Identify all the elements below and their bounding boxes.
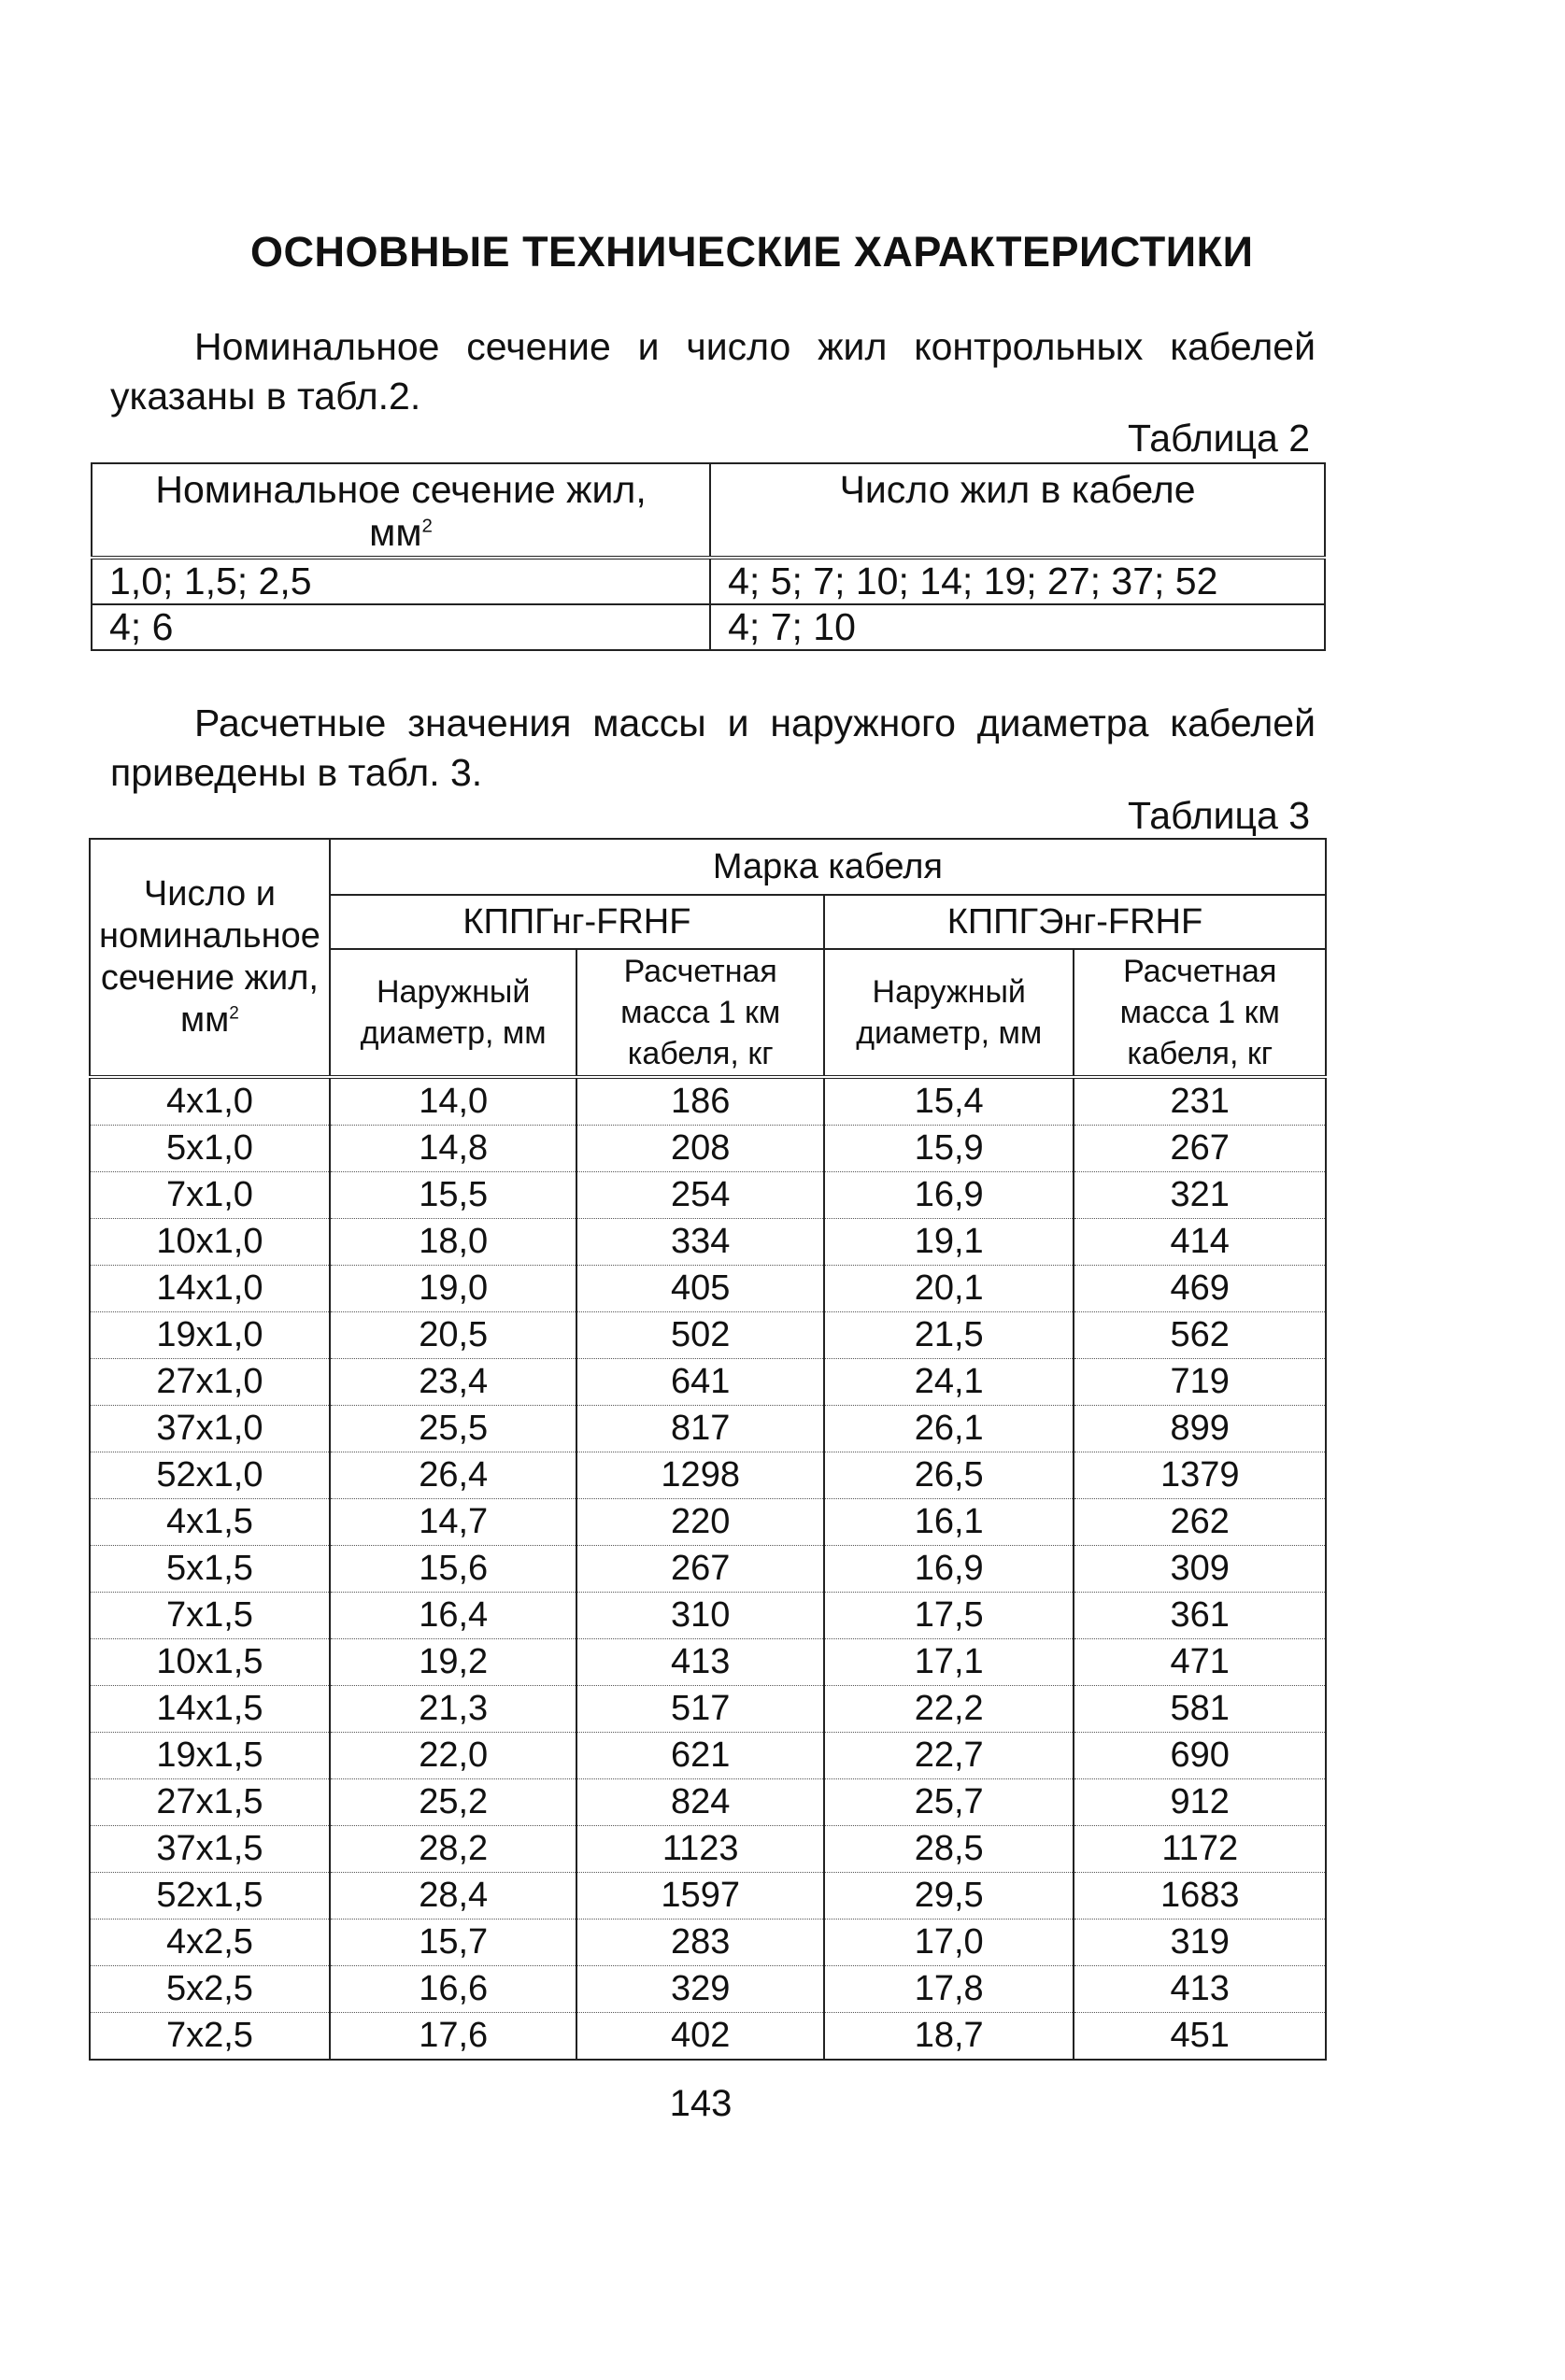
- table-cell: 469: [1074, 1266, 1326, 1312]
- table-cell: 517: [576, 1686, 824, 1733]
- table-cell: 912: [1074, 1779, 1326, 1826]
- table-cell: 321: [1074, 1172, 1326, 1219]
- table-cell: 262: [1074, 1499, 1326, 1546]
- table-cell: 28,2: [330, 1826, 577, 1873]
- table-cell: 37x1,5: [90, 1826, 330, 1873]
- table-cell: 17,8: [824, 1966, 1074, 2013]
- table-cell: 319: [1074, 1920, 1326, 1966]
- table-cell: 471: [1074, 1639, 1326, 1686]
- table-row: [90, 1312, 1326, 1359]
- table-cell: 16,6: [330, 1966, 577, 2013]
- table-row: [90, 1499, 1326, 1546]
- table-cell: 208: [576, 1126, 824, 1172]
- table3-body: [90, 1077, 1326, 2060]
- table-cell: 19,2: [330, 1639, 577, 1686]
- table-cell: 186: [576, 1077, 824, 1126]
- header-line: Наружный: [872, 974, 1026, 1010]
- table-cell: 1,0; 1,5; 2,5: [92, 558, 710, 604]
- table-cell: 719: [1074, 1359, 1326, 1406]
- table-row: [90, 1593, 1326, 1639]
- table-cell: 19x1,0: [90, 1312, 330, 1359]
- table-cell: 502: [576, 1312, 824, 1359]
- header-unit-sup: 2: [421, 515, 433, 537]
- table-row: [92, 604, 1325, 650]
- rowhead-line: номинальное: [99, 916, 320, 956]
- table-cell: 7x2,5: [90, 2013, 330, 2061]
- header-line: кабеля, кг: [1127, 1036, 1273, 1071]
- table-cell: 25,5: [330, 1406, 577, 1452]
- table-cell: 621: [576, 1733, 824, 1779]
- table-row: [90, 1826, 1326, 1873]
- table-cell: 361: [1074, 1593, 1326, 1639]
- paragraph-table3-intro: [110, 699, 1316, 798]
- table-cell: 451: [1074, 2013, 1326, 2061]
- table-cell: 5x1,5: [90, 1546, 330, 1593]
- header-line: масса 1 км: [1119, 995, 1280, 1030]
- table-cell: 7x1,5: [90, 1593, 330, 1639]
- table-cell: 18,7: [824, 2013, 1074, 2061]
- table-cell: 4; 6: [92, 604, 710, 650]
- table-cell: 37x1,0: [90, 1406, 330, 1452]
- table-row: [92, 558, 1325, 604]
- table-cell: 19x1,5: [90, 1733, 330, 1779]
- table3-caption: Таблица 3: [1128, 794, 1310, 837]
- table-cell: 25,2: [330, 1779, 577, 1826]
- rowhead-unit-sup: 2: [229, 1003, 239, 1024]
- table-cell: 15,7: [330, 1920, 577, 1966]
- table-cell: 7x1,0: [90, 1172, 330, 1219]
- table-cell: 17,5: [824, 1593, 1074, 1639]
- table-row: [90, 1546, 1326, 1593]
- column-header-mass: [1074, 949, 1326, 1077]
- table-cell: 26,4: [330, 1452, 577, 1499]
- table-cell: 14,0: [330, 1077, 577, 1126]
- table2-header-row: [92, 463, 1325, 558]
- table-row: [90, 1077, 1326, 1126]
- table-cell: 52x1,0: [90, 1452, 330, 1499]
- header-line: Наружный: [377, 974, 531, 1010]
- column-header-diameter: [824, 949, 1074, 1077]
- table-row: [90, 1219, 1326, 1266]
- rowhead-unit: мм: [180, 1000, 230, 1040]
- table-cell: 52x1,5: [90, 1873, 330, 1920]
- table-row: [90, 1406, 1326, 1452]
- table-row: [90, 1920, 1326, 1966]
- table-row: [90, 1266, 1326, 1312]
- table-cell: 1298: [576, 1452, 824, 1499]
- table-cell: 19,0: [330, 1266, 577, 1312]
- table-cell: 14,8: [330, 1126, 577, 1172]
- table-cell: 581: [1074, 1686, 1326, 1733]
- table-cell: 14x1,0: [90, 1266, 330, 1312]
- table-cell: 14,7: [330, 1499, 577, 1546]
- table-cell: 1123: [576, 1826, 824, 1873]
- table-cell: 16,9: [824, 1546, 1074, 1593]
- table-cell: 1172: [1074, 1826, 1326, 1873]
- table-cell: 231: [1074, 1077, 1326, 1126]
- rowhead-line: Число и: [143, 874, 276, 914]
- paragraph-text: Номинальное сечение и число жил контрольных кабелей указаны в табл.2.: [110, 325, 1316, 418]
- table-cell: 26,5: [824, 1452, 1074, 1499]
- table-cell: 15,6: [330, 1546, 577, 1593]
- table-cell: 26,1: [824, 1406, 1074, 1452]
- table-row: [90, 1359, 1326, 1406]
- table-cell: 25,7: [824, 1779, 1074, 1826]
- table-cell: 824: [576, 1779, 824, 1826]
- table-cell: 817: [576, 1406, 824, 1452]
- table-cell: 14x1,5: [90, 1686, 330, 1733]
- table-cell: 334: [576, 1219, 824, 1266]
- table-cell: 220: [576, 1499, 824, 1546]
- table-cell: 15,4: [824, 1077, 1074, 1126]
- table-row: [90, 1126, 1326, 1172]
- paragraph-table2-intro: [110, 322, 1316, 421]
- table-row: [90, 1452, 1326, 1499]
- table-cell: 267: [1074, 1126, 1326, 1172]
- header-line: Расчетная: [623, 954, 777, 989]
- table-cell: 899: [1074, 1406, 1326, 1452]
- brand-header: КППГЭнг-FRHF: [824, 895, 1326, 949]
- table-cell: 22,7: [824, 1733, 1074, 1779]
- table-cell: 309: [1074, 1546, 1326, 1593]
- table-row: [90, 1686, 1326, 1733]
- table-cell: 22,2: [824, 1686, 1074, 1733]
- table-cell: 27x1,5: [90, 1779, 330, 1826]
- table-cell: 4x1,5: [90, 1499, 330, 1546]
- table3-rowhead: [90, 839, 330, 1077]
- table-cell: 15,9: [824, 1126, 1074, 1172]
- brand-header: КППГнг-FRHF: [330, 895, 824, 949]
- table-cell: 1379: [1074, 1452, 1326, 1499]
- table-row: [90, 1172, 1326, 1219]
- table-cell: 21,5: [824, 1312, 1074, 1359]
- table-cell: 28,5: [824, 1826, 1074, 1873]
- table-cell: 413: [576, 1639, 824, 1686]
- table2-caption: Таблица 2: [1128, 417, 1310, 460]
- table-cell: 4x1,0: [90, 1077, 330, 1126]
- header-unit: мм: [369, 511, 422, 554]
- table-cell: 20,1: [824, 1266, 1074, 1312]
- table-cell: 21,3: [330, 1686, 577, 1733]
- table-cell: 283: [576, 1920, 824, 1966]
- table-cell: 15,5: [330, 1172, 577, 1219]
- table2: [91, 462, 1326, 651]
- table-cell: 5x2,5: [90, 1966, 330, 2013]
- table-cell: 641: [576, 1359, 824, 1406]
- header-line: масса 1 км: [620, 995, 781, 1030]
- table3: [89, 838, 1327, 2061]
- table-cell: 562: [1074, 1312, 1326, 1359]
- column-header-diameter: [330, 949, 577, 1077]
- table-cell: 4; 7; 10: [710, 604, 1325, 650]
- header-line: диаметр, мм: [856, 1015, 1043, 1051]
- table-cell: 17,0: [824, 1920, 1074, 1966]
- table-cell: 17,1: [824, 1639, 1074, 1686]
- table-cell: 10x1,5: [90, 1639, 330, 1686]
- header-line: кабеля, кг: [627, 1036, 774, 1071]
- table-cell: 329: [576, 1966, 824, 2013]
- table-cell: 405: [576, 1266, 824, 1312]
- table-cell: 402: [576, 2013, 824, 2061]
- table-cell: 16,4: [330, 1593, 577, 1639]
- table-cell: 16,1: [824, 1499, 1074, 1546]
- page-number: 143: [669, 2083, 733, 2124]
- table-row: [90, 1639, 1326, 1686]
- table-cell: 17,6: [330, 2013, 577, 2061]
- paragraph-text: Расчетные значения массы и наружного диаметра кабелей приведены в табл. 3.: [110, 701, 1316, 794]
- table-cell: 690: [1074, 1733, 1326, 1779]
- table-cell: 23,4: [330, 1359, 577, 1406]
- table-cell: 22,0: [330, 1733, 577, 1779]
- table2-header-section: [92, 463, 710, 558]
- table-cell: 18,0: [330, 1219, 577, 1266]
- table-cell: 29,5: [824, 1873, 1074, 1920]
- table-cell: 4x2,5: [90, 1920, 330, 1966]
- table-cell: 267: [576, 1546, 824, 1593]
- table-cell: 413: [1074, 1966, 1326, 2013]
- table-cell: 1597: [576, 1873, 824, 1920]
- table-cell: 16,9: [824, 1172, 1074, 1219]
- table-row: [90, 2013, 1326, 2061]
- table-row: [90, 1779, 1326, 1826]
- table-cell: 24,1: [824, 1359, 1074, 1406]
- header-line: диаметр, мм: [360, 1015, 547, 1051]
- table2-header-cores: Число жил в кабеле: [710, 463, 1325, 558]
- table-row: [90, 1733, 1326, 1779]
- table3-group-header: Марка кабеля: [330, 839, 1326, 895]
- section-heading: ОСНОВНЫЕ ТЕХНИЧЕСКИЕ ХАРАКТЕРИСТИКИ: [250, 228, 1254, 276]
- table-cell: 19,1: [824, 1219, 1074, 1266]
- table-cell: 10x1,0: [90, 1219, 330, 1266]
- table-row: [90, 1873, 1326, 1920]
- column-header-mass: [576, 949, 824, 1077]
- rowhead-line: сечение жил,: [100, 958, 319, 998]
- table-cell: 254: [576, 1172, 824, 1219]
- table-cell: 20,5: [330, 1312, 577, 1359]
- table-cell: 28,4: [330, 1873, 577, 1920]
- header-line: Расчетная: [1123, 954, 1277, 989]
- table3-header-row: [90, 839, 1326, 895]
- table-cell: 5x1,0: [90, 1126, 330, 1172]
- table-cell: 414: [1074, 1219, 1326, 1266]
- table-cell: 1683: [1074, 1873, 1326, 1920]
- table-cell: 27x1,0: [90, 1359, 330, 1406]
- header-text: Номинальное сечение жил,: [155, 468, 647, 511]
- table-cell: 4; 5; 7; 10; 14; 19; 27; 37; 52: [710, 558, 1325, 604]
- table-row: [90, 1966, 1326, 2013]
- table-cell: 310: [576, 1593, 824, 1639]
